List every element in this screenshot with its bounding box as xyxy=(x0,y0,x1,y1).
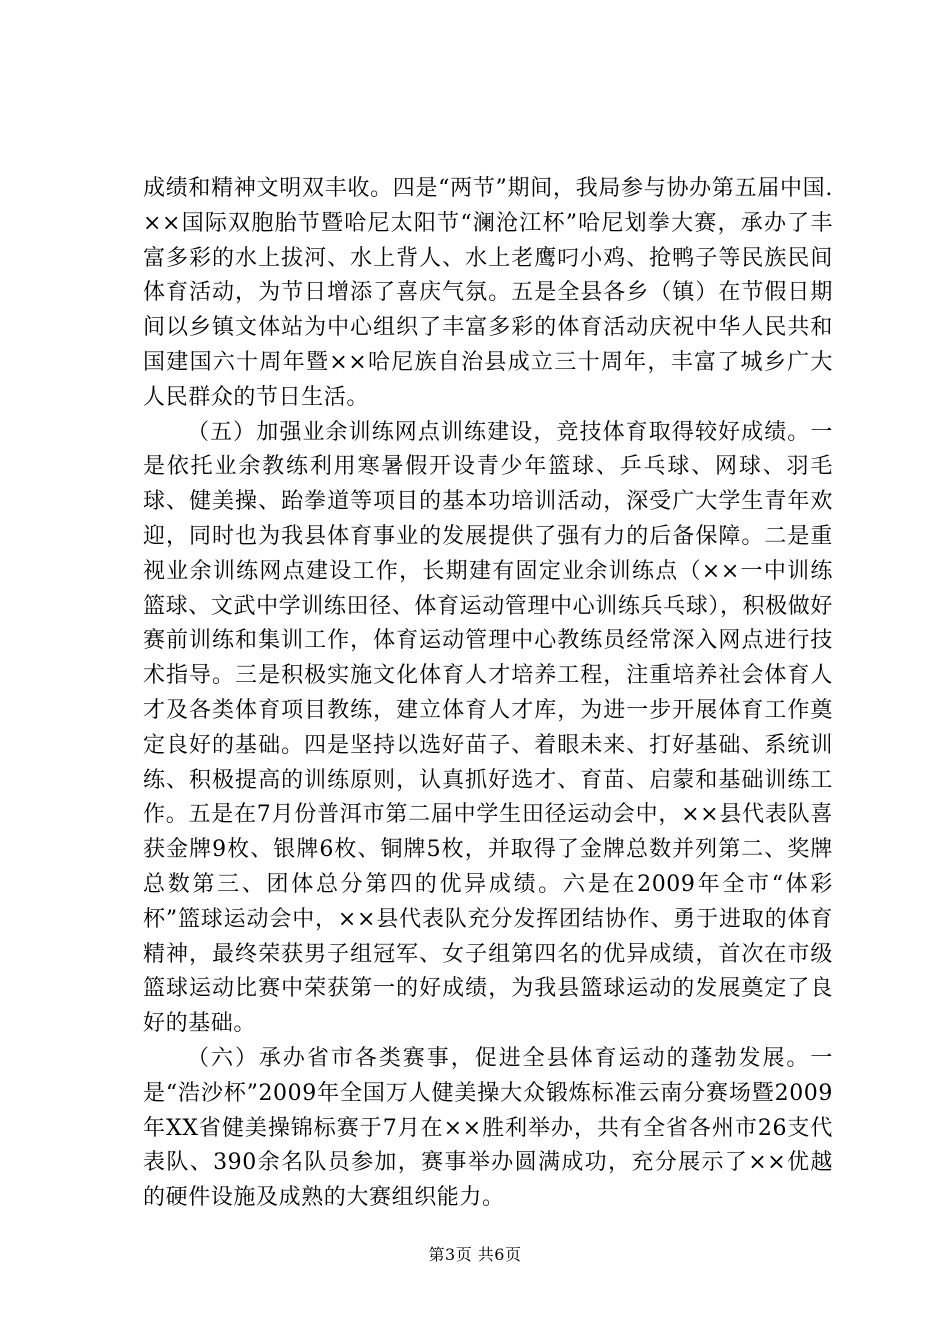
paragraph-section-five: （五）加强业余训练网点训练建设，竞技体育取得较好成绩。一是依托业余教练利用寒暑假开设青少年篮球、乒乓球、网球、羽毛球、健美操、跆拳道等项目的基本功培训活动，深受广大学生青年欢迎，同时也为我县体育事业的发展提供了强有力的后备保障。二是重视业余训练网点建设工作，长期建有固定业余训练点（××一中训练篮球、文武中学训练田径、体育运动管理中心训练兵乓球），积极做好赛前训练和集训工作，体育运动管理中心教练员经常深入网点进行技术指导。三是积极实施文化体育人才培养工程，注重培养社会体育人才及各类体育项目教练，建立体育人才库，为进一步开展体育工作奠定良好的基础。四是坚持以选好苗子、着眼未来、打好基础、系统训练、积极提高的训练原则，认真抓好选才、育苗、启蒙和基础训练工作。五是在7月份普洱市第二届中学生田径运动会中，××县代表队喜获金牌9枚、银牌6枚、铜牌5枚，并取得了金牌总数并列第二、奖牌总数第三、团体总分第四的优异成绩。六是在2009年全市“体彩杯”篮球运动会中，××县代表队充分发挥团结协作、勇于进取的体育精神，最终荣获男子组冠军、女子组第四名的优异成绩，首次在市级篮球运动比赛中荣获第一的好成绩，为我县篮球运动的发展奠定了良好的基础。 xyxy=(143,419,833,1037)
page-footer: 第3页 共6页 xyxy=(428,1245,522,1264)
paragraph-continuation: 成绩和精神文明双丰收。四是“两节”期间，我局参与协办第五届中国.××国际双胞胎节暨哈尼太阳节“澜沧江杯”哈尼划拳大赛，承办了丰富多彩的水上拔河、水上背人、水上老鹰叼小鸡、抢鸭子等民族民间体育活动，为节日增添了喜庆气氛。五是全县各乡（镇）在节假日期间以乡镇文体站为中心组织了丰富多彩的体育活动庆祝中华人民共和国建国六十周年暨××哈尼族自治县成立三十周年，丰富了城乡广大人民群众的节日生活。 xyxy=(143,176,833,410)
document-body xyxy=(143,172,833,1216)
paragraph-section-six: （六）承办省市各类赛事，促进全县体育运动的蓬勃发展。一是“浩沙杯”2009年全国万人健美操大众锻炼标准云南分赛场暨2009年XX省健美操锦标赛于7月在××胜利举办，共有全省各州市26支代表队、390余名队员参加，赛事举办圆满成功，充分展示了××优越的硬件设施及成熟的大赛组织能力。 xyxy=(143,1045,833,1211)
